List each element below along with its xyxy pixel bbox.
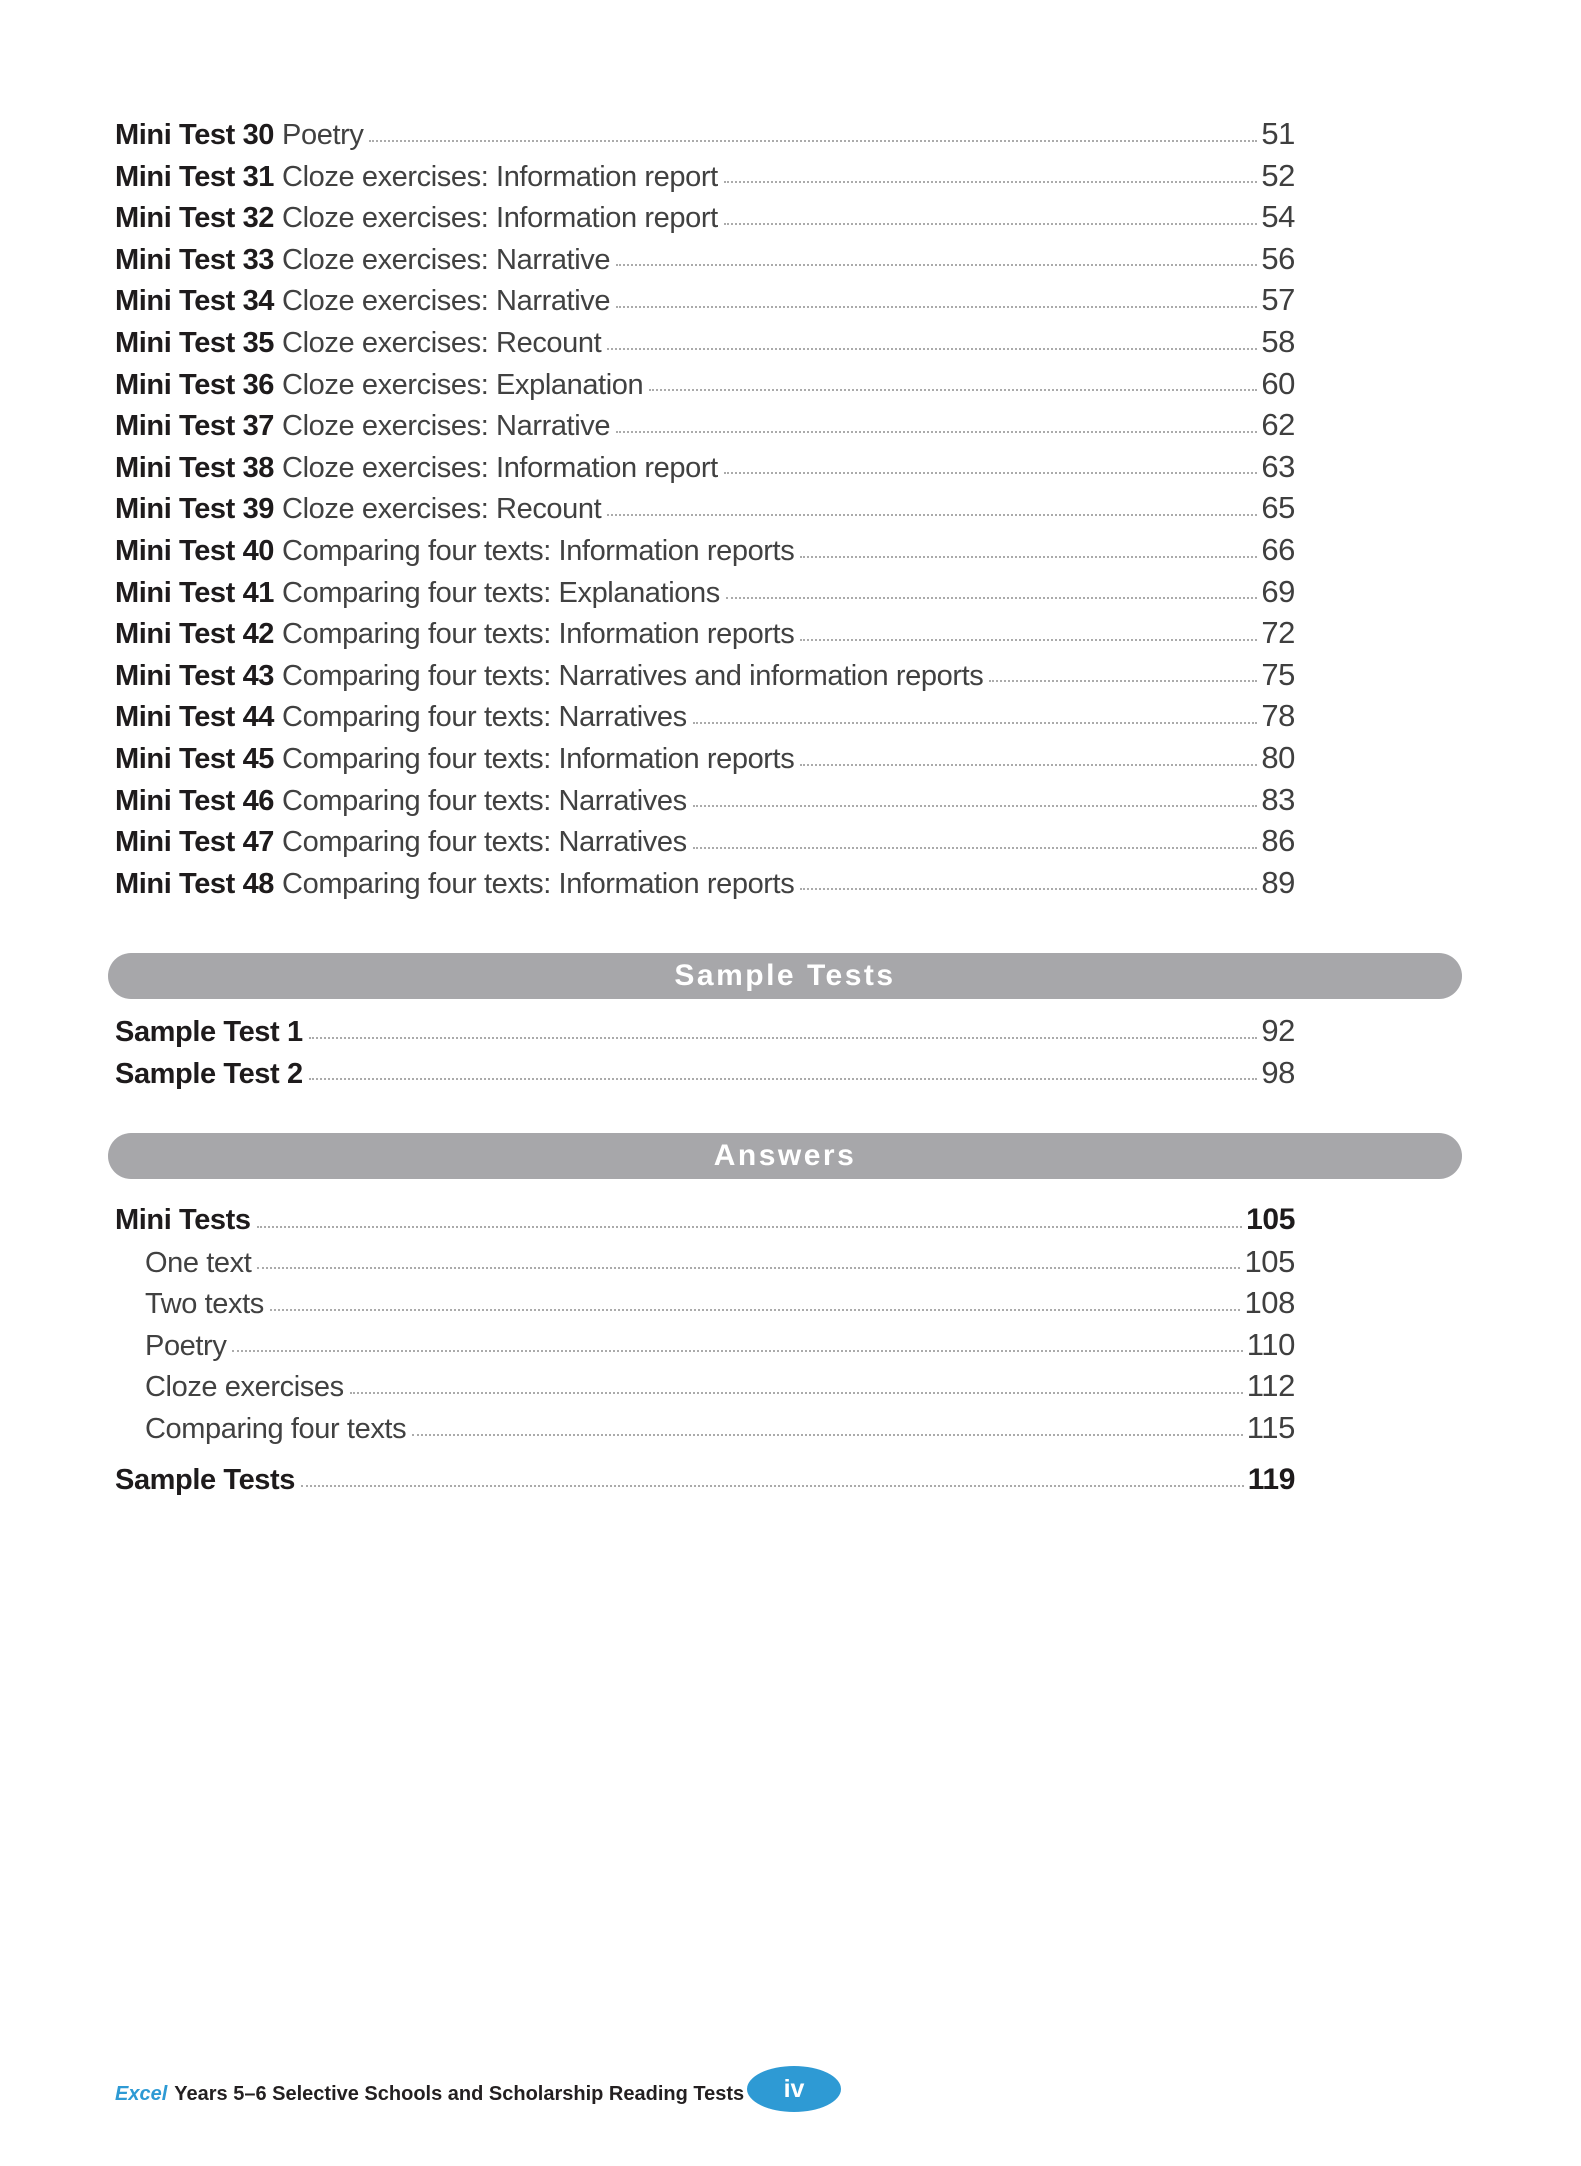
dot-leader (301, 1485, 1244, 1487)
toc-row-label: Mini Test 33 (115, 243, 275, 276)
dot-leader (726, 597, 1258, 599)
page-number: 72 (1261, 615, 1295, 651)
toc-row-desc: Poetry (282, 119, 364, 151)
page-number: 110 (1246, 1326, 1295, 1362)
dot-leader (800, 639, 1257, 641)
dot-leader (693, 847, 1258, 849)
toc-row (115, 1324, 1295, 1366)
toc-row (115, 1365, 1295, 1407)
toc-row (115, 1010, 1295, 1052)
toc-row (115, 779, 1295, 821)
footer (115, 2072, 744, 2116)
dot-leader (989, 680, 1257, 682)
dot-leader (309, 1078, 1258, 1080)
dot-leader (693, 805, 1258, 807)
toc-row (115, 446, 1295, 488)
page-number: 80 (1261, 739, 1295, 775)
toc-row-label: Mini Test 41 (115, 576, 275, 609)
dot-leader (607, 514, 1257, 516)
toc-row-desc: Comparing four texts: Narratives (282, 784, 687, 817)
page-number: 89 (1261, 864, 1295, 900)
toc-row-desc: Comparing four texts: Explanations (282, 576, 720, 609)
dot-leader (649, 389, 1257, 391)
toc-row-label: Mini Test 39 (115, 493, 275, 526)
dot-leader (616, 306, 1257, 308)
toc-row (115, 737, 1295, 779)
toc-row-desc: Comparing four texts: Information reports (282, 618, 795, 651)
mini-tests-toc (115, 113, 1295, 903)
sample-tests-toc (115, 1010, 1295, 1093)
page-number: 66 (1261, 531, 1295, 567)
page-number: 57 (1261, 282, 1295, 318)
toc-row (115, 1282, 1295, 1324)
toc-row (115, 820, 1295, 862)
toc-row (115, 1459, 1295, 1501)
toc-row-label: Cloze exercises (145, 1371, 344, 1404)
toc-row-desc: Cloze exercises: Information report (282, 160, 718, 193)
footer-title: Years 5–6 Selective Schools and Scholarship Reading Tests (174, 2082, 745, 2105)
toc-row (115, 862, 1295, 904)
toc-row-label: Mini Test 30 (115, 119, 275, 151)
page-number: 105 (1246, 1203, 1295, 1236)
brand-logo: Excel (115, 2082, 168, 2105)
toc-row-desc: Cloze exercises: Information report (282, 202, 718, 235)
page-number: 63 (1261, 448, 1295, 484)
toc-row-label: Sample Test 1 (115, 1016, 303, 1048)
toc-row (115, 1052, 1295, 1094)
page-number: 112 (1246, 1368, 1295, 1404)
dot-leader (350, 1392, 1243, 1394)
toc-row-desc: Comparing four texts: Information reports (282, 742, 795, 775)
toc-row (115, 196, 1295, 238)
page-number: 75 (1261, 656, 1295, 692)
dot-leader (800, 764, 1257, 766)
toc-row-desc: Comparing four texts: Narratives (282, 826, 687, 859)
toc-row-label: Sample Tests (115, 1463, 296, 1496)
dot-leader (800, 556, 1257, 558)
toc-row-label: Mini Test 45 (115, 742, 275, 775)
page-badge (747, 2066, 841, 2112)
page-number: 51 (1261, 116, 1295, 151)
dot-leader (270, 1309, 1241, 1311)
toc-row-desc: Comparing four texts: Information reports (282, 534, 795, 567)
toc-row (115, 1199, 1295, 1241)
toc-row (115, 612, 1295, 654)
dot-leader (412, 1434, 1243, 1436)
toc-row-label: Mini Test 40 (115, 534, 275, 567)
page-number: 92 (1261, 1013, 1295, 1048)
page-number: 115 (1246, 1409, 1295, 1445)
page-number: 54 (1261, 199, 1295, 235)
page-number: 58 (1261, 323, 1295, 359)
toc-row-label: Mini Test 37 (115, 410, 275, 443)
toc-row-label: Poetry (145, 1329, 227, 1362)
dot-leader (724, 181, 1258, 183)
dot-leader (369, 140, 1257, 142)
toc-row-desc: Cloze exercises: Narrative (282, 243, 611, 276)
section-header-label: Sample Tests (674, 959, 896, 992)
toc-row-label: Mini Tests (115, 1204, 251, 1236)
answers-toc (115, 1199, 1295, 1500)
toc-row-label: Comparing four texts (145, 1412, 407, 1445)
dot-leader (724, 223, 1258, 225)
page-number: 56 (1261, 240, 1295, 276)
toc-row-desc: Cloze exercises: Explanation (282, 368, 644, 401)
toc-row-label: Mini Test 47 (115, 826, 275, 859)
toc-row (115, 113, 1295, 155)
dot-leader (607, 348, 1257, 350)
toc-row (115, 571, 1295, 613)
section-header-sample-tests (108, 953, 1462, 999)
toc-row-label: Mini Test 31 (115, 160, 275, 193)
toc-row-desc: Comparing four texts: Information reports (282, 867, 795, 900)
dot-leader (257, 1267, 1240, 1269)
toc-row (115, 695, 1295, 737)
toc-row-desc: Comparing four texts: Narratives (282, 701, 687, 734)
toc-row-label: Mini Test 36 (115, 368, 275, 401)
page-number: 62 (1261, 407, 1295, 443)
dot-leader (724, 472, 1258, 474)
toc-row (115, 654, 1295, 696)
page-number: 105 (1244, 1243, 1295, 1279)
page-number: 119 (1247, 1462, 1295, 1496)
dot-leader (309, 1037, 1258, 1039)
page-badge-label: iv (783, 2074, 805, 2103)
dot-leader (616, 431, 1257, 433)
toc-row (115, 363, 1295, 405)
dot-leader (693, 722, 1258, 724)
page-number: 52 (1261, 157, 1295, 193)
toc-row-desc: Cloze exercises: Information report (282, 451, 718, 484)
toc-row-label: Mini Test 38 (115, 451, 275, 484)
toc-row-desc: Cloze exercises: Recount (282, 326, 602, 359)
toc-row (115, 238, 1295, 280)
toc-row-desc: Cloze exercises: Recount (282, 493, 602, 526)
section-header-label: Answers (713, 1139, 857, 1172)
toc-row-label: Two texts (145, 1288, 264, 1321)
page-number: 98 (1261, 1054, 1295, 1090)
toc-row-label: Mini Test 46 (115, 784, 275, 817)
toc-row (115, 404, 1295, 446)
toc-row (115, 321, 1295, 363)
toc-row-label: Mini Test 44 (115, 701, 275, 734)
page-number: 86 (1261, 823, 1295, 859)
page-number: 78 (1261, 698, 1295, 734)
toc-row-desc: Cloze exercises: Narrative (282, 285, 611, 318)
toc-row-desc: Comparing four texts: Narratives and information reports (282, 659, 984, 692)
page-number: 69 (1261, 573, 1295, 609)
toc-row-label: Mini Test 43 (115, 659, 275, 692)
toc-row-label: Mini Test 35 (115, 326, 275, 359)
dot-leader (257, 1226, 1242, 1228)
toc-row-label: Mini Test 48 (115, 867, 275, 900)
toc-row-label: Mini Test 34 (115, 285, 275, 318)
toc-row (115, 1241, 1295, 1283)
section-header-answers (108, 1133, 1462, 1179)
toc-row-label: Mini Test 42 (115, 618, 275, 651)
toc-row (115, 529, 1295, 571)
toc-row-desc: Cloze exercises: Narrative (282, 410, 611, 443)
dot-leader (800, 888, 1257, 890)
dot-leader (616, 264, 1257, 266)
toc-row (115, 1407, 1295, 1449)
toc-row-label: Mini Test 32 (115, 202, 275, 235)
page-number: 60 (1261, 365, 1295, 401)
toc-row (115, 155, 1295, 197)
page-number: 108 (1244, 1285, 1295, 1321)
page-number: 65 (1261, 490, 1295, 526)
toc-row (115, 487, 1295, 529)
toc-row-label: One text (145, 1246, 252, 1279)
page-number: 83 (1261, 781, 1295, 817)
toc-row-label: Sample Test 2 (115, 1057, 303, 1090)
toc-row (115, 279, 1295, 321)
dot-leader (232, 1350, 1242, 1352)
